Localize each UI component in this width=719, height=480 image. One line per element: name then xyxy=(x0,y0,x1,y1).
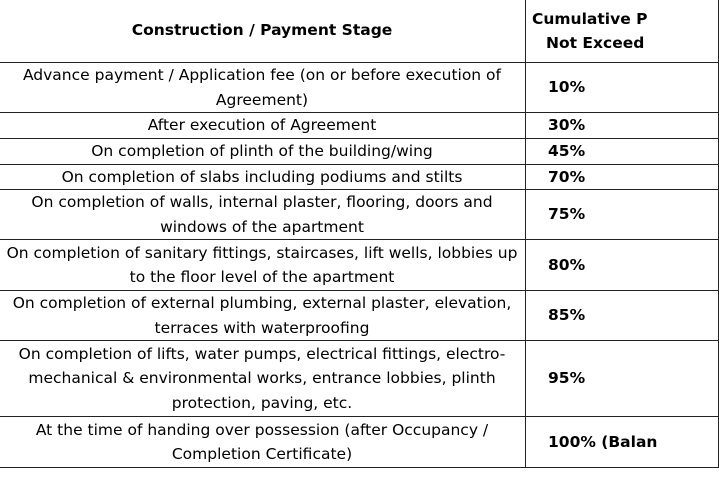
cumulative-cell: 70% xyxy=(526,164,719,190)
stage-cell: On completion of external plumbing, external plaster, elevation, terraces with waterproofing xyxy=(0,291,526,341)
stage-column-header: Construction / Payment Stage xyxy=(0,0,526,63)
table-row xyxy=(0,63,719,113)
stage-cell: At the time of handing over possession (after Occupancy / Completion Certificate) xyxy=(0,417,526,468)
table-row xyxy=(0,190,719,240)
cumulative-cell: 75% xyxy=(526,190,719,240)
table-row xyxy=(0,139,719,165)
table-row xyxy=(0,417,719,468)
stage-cell: On completion of walls, internal plaster, flooring, doors and windows of the apartment xyxy=(0,190,526,240)
cumulative-cell: 80% xyxy=(526,240,719,291)
stage-cell: On completion of lifts, water pumps, electrical fittings, electro-mechanical & environmental works, entrance lobbies, plinth protection, paving, etc. xyxy=(0,341,526,417)
table-row xyxy=(0,113,719,139)
cumulative-cell: 30% xyxy=(526,113,719,139)
stage-cell: On completion of plinth of the building/wing xyxy=(0,139,526,165)
cumulative-header-line2: Not Exceed xyxy=(546,33,645,52)
cumulative-cell: 85% xyxy=(526,291,719,341)
cumulative-cell: 45% xyxy=(526,139,719,165)
stage-cell: After execution of Agreement xyxy=(0,113,526,139)
stage-cell: On completion of sanitary fittings, staircases, lift wells, lobbies up to the floor level of the apartment xyxy=(0,240,526,291)
cumulative-column-header xyxy=(526,0,719,63)
stage-cell: On completion of slabs including podiums and stilts xyxy=(0,164,526,190)
stage-cell: Advance payment / Application fee (on or before execution of Agreement) xyxy=(0,63,526,113)
cumulative-cell: 95% xyxy=(526,341,719,417)
table-row xyxy=(0,291,719,341)
table-row xyxy=(0,240,719,291)
header-row xyxy=(0,0,719,63)
table-row xyxy=(0,341,719,417)
table-row xyxy=(0,164,719,190)
cumulative-header-line1: Cumulative P xyxy=(532,9,648,28)
cumulative-cell: 100% (Balan xyxy=(526,417,719,468)
cumulative-cell: 10% xyxy=(526,63,719,113)
